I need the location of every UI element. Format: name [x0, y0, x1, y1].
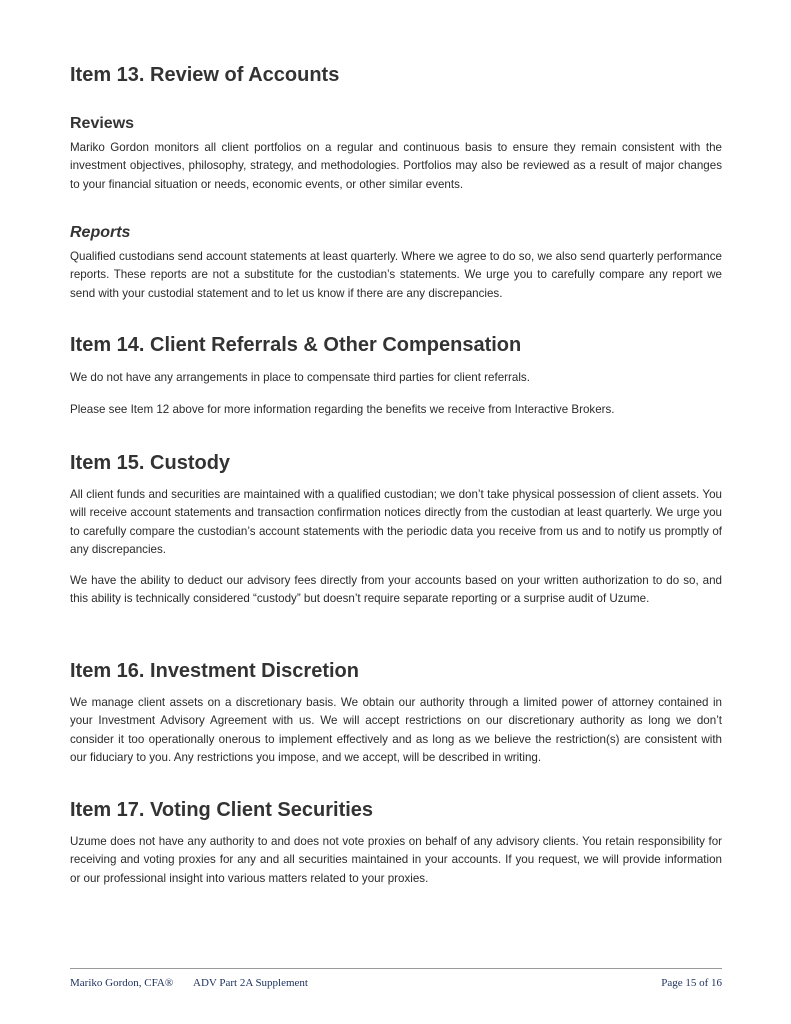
reports-text: Qualified custodians send account statements at least quarterly. Where we agree to do so, we also send quarterly performance reports. These reports are not a substitute for the custodian’s statements. We urge you to carefully compare any report we send with your custodial statement and to let us know if there are any discrepancies.	[70, 250, 722, 300]
item14-paragraph-1: We do not have any arrangements in place to compensate third parties for client referrals.	[70, 371, 530, 384]
footer-author: Mariko Gordon, CFA®	[70, 977, 174, 989]
item17-title: Item 17. Voting Client Securities	[70, 799, 374, 821]
reports-heading: Reports	[70, 224, 131, 241]
footer-document: ADV Part 2A Supplement	[193, 977, 308, 989]
item14-paragraph-2: Please see Item 12 above for more information regarding the benefits we receive from Interactive Brokers.	[70, 403, 615, 416]
item15-paragraph-2: We have the ability to deduct our advisory fees directly from your accounts based on your written authorization to do so, and this ability is technically considered “custody” but doesn’t require separate reporting or a surprise audit of Uzume.	[70, 574, 722, 606]
item16-title: Item 16. Investment Discretion	[70, 660, 359, 682]
item15-paragraph-1: All client funds and securities are maintained with a qualified custodian; we don’t take physical possession of client assets. You will receive account statements and transaction confirmation notices directly from the custodian at least quarterly. We urge you to carefully compare the custodian’s account statements with the periodic data you receive from us and to notify us promptly of any discrepancies.	[70, 488, 722, 556]
item16-paragraph-1: We manage client assets on a discretionary basis. We obtain our authority through a limited power of attorney contained in your Investment Advisory Agreement with us. We will accept restrictions on our discretionary authority as long we don’t consider it too operationally onerous to implement effectively and as long as we believe the restriction(s) are consistent with our fiduciary to you. Any restrictions you impose, and we accept, will be described in writing.	[70, 696, 722, 764]
item13-title: Item 13. Review of Accounts	[70, 64, 340, 86]
reviews-text: Mariko Gordon monitors all client portfolios on a regular and continuous basis to ensure they remain consistent with the investment objectives, philosophy, strategy, and methodologies. Portfolios may also be reviewed as a result of major changes to your financial situation or needs, economic events, or other similar events.	[70, 141, 722, 191]
item14-title: Item 14. Client Referrals & Other Compensation	[70, 334, 522, 356]
footer-page-number: Page 15 of 16	[661, 977, 722, 989]
item17-paragraph-1: Uzume does not have any authority to and does not vote proxies on behalf of any advisory clients. You retain responsibility for receiving and voting proxies for any and all securities maintained in your accounts. If you request, we will provide information or our professional insight into various matters related to your proxies.	[70, 835, 722, 885]
reviews-heading: Reviews	[70, 115, 135, 132]
footer-divider	[70, 968, 722, 969]
item15-title: Item 15. Custody	[70, 452, 231, 474]
